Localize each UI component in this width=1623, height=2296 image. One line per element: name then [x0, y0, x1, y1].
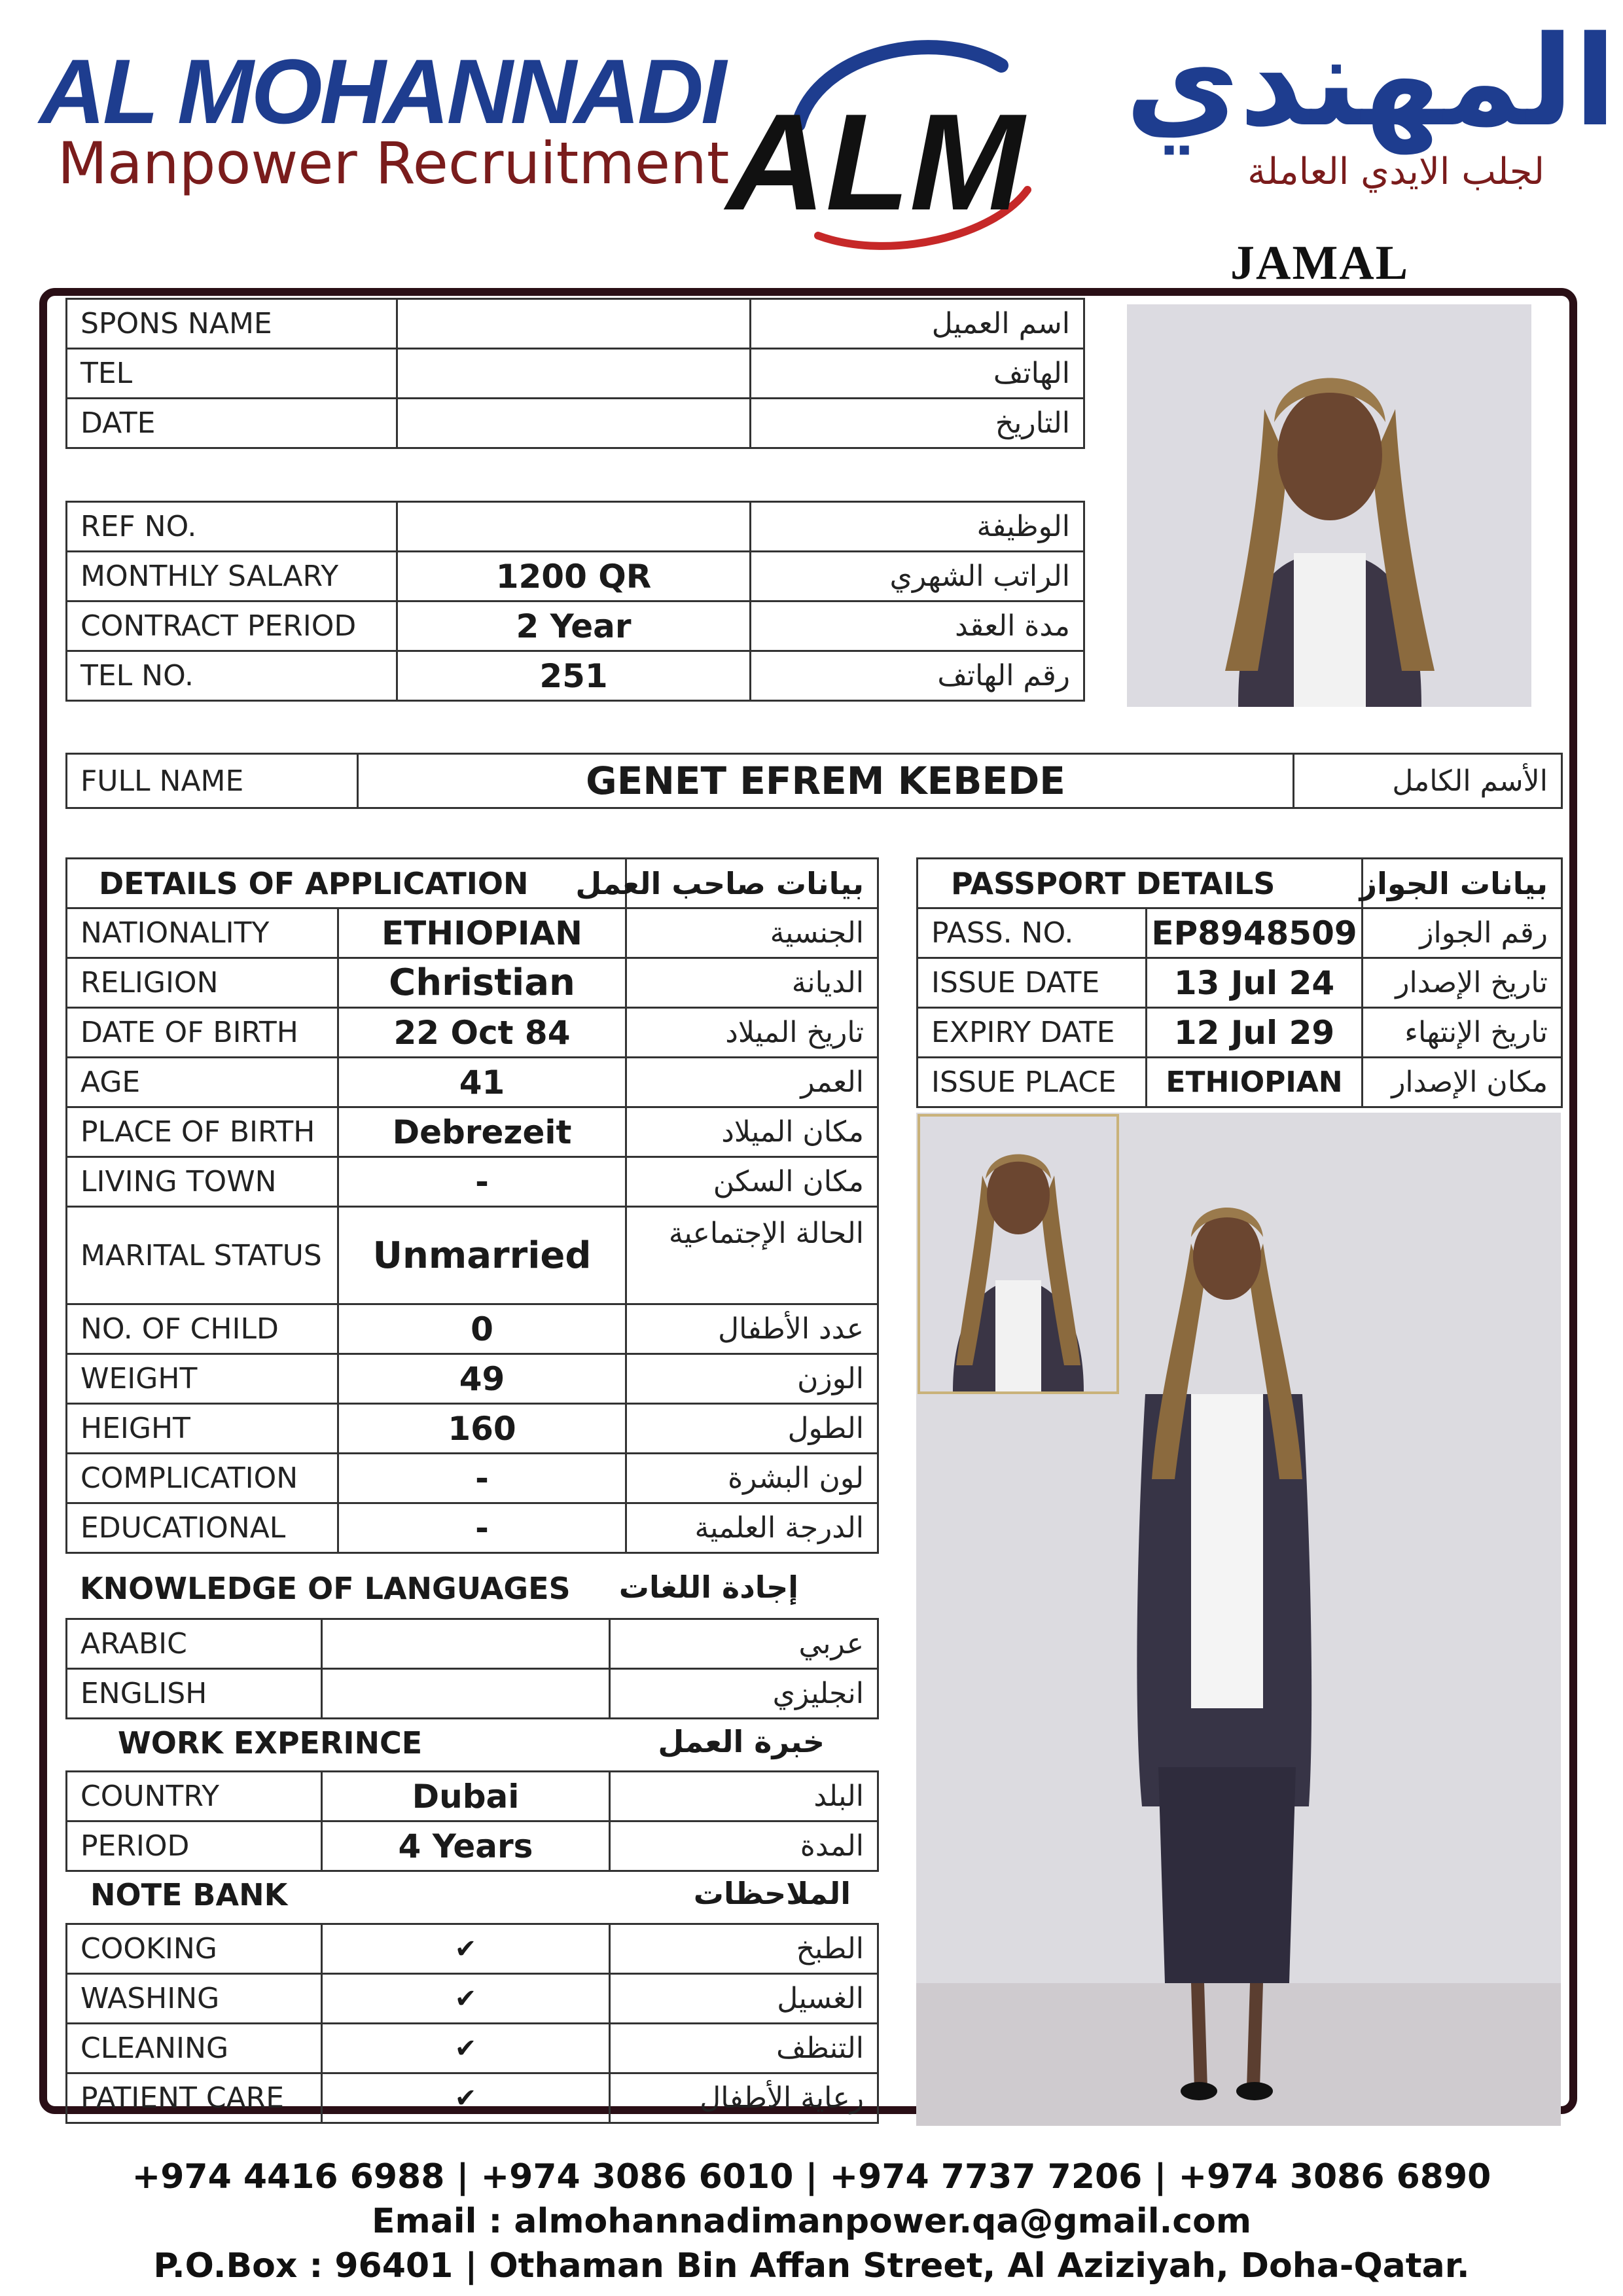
logo-text: ALM	[726, 85, 1024, 239]
table-row	[67, 859, 878, 908]
table-row	[67, 1503, 878, 1553]
nationality-label: NATIONALITY	[67, 908, 338, 958]
educational-label-ar: الدرجة العلمية	[626, 1503, 878, 1553]
arabic-value	[322, 1619, 610, 1669]
passport-no-label: PASS. NO.	[918, 908, 1147, 958]
table-row	[67, 1924, 878, 1974]
passport-title-ar: بيانات الجواز	[1363, 859, 1562, 908]
agent-name: JAMAL	[1230, 236, 1410, 290]
issue-place-value: ETHIOPIAN	[1147, 1058, 1363, 1107]
skills-title: NOTE BANK	[90, 1877, 288, 1912]
table-row	[67, 399, 1084, 448]
job-table	[65, 501, 1085, 702]
marital-status-label: MARITAL STATUS	[67, 1207, 338, 1304]
passport-no-value: EP8948509	[1147, 908, 1363, 958]
issue-date-value: 13 Jul 24	[1147, 958, 1363, 1008]
skills-title-ar: الملاحظات	[693, 1876, 851, 1911]
religion-label: RELIGION	[67, 958, 338, 1008]
ref-no-label: REF NO.	[67, 502, 397, 552]
tel-no-label-ar: رقم الهاتف	[751, 651, 1084, 701]
cleaning-check-icon: ✔	[322, 2024, 610, 2073]
table-row	[67, 349, 1084, 399]
arabic-label-ar: عربي	[610, 1619, 878, 1669]
expiry-date-label-ar: تاريخ الإنتهاء	[1363, 1008, 1562, 1058]
cleaning-label: CLEANING	[67, 2024, 322, 2073]
full-name-value: GENET EFREM KEBEDE	[358, 754, 1294, 808]
weight-label-ar: الوزن	[626, 1354, 878, 1404]
period-value: 4 Years	[322, 1821, 610, 1871]
patient-care-label: PATIENT CARE	[67, 2073, 322, 2123]
table-row	[67, 754, 1562, 808]
english-label-ar: انجليزي	[610, 1669, 878, 1719]
experience-title: WORK EXPERINCE	[118, 1725, 423, 1761]
passport-table	[916, 857, 1563, 1108]
age-label-ar: العمر	[626, 1058, 878, 1107]
table-row	[67, 1974, 878, 2024]
table-row	[67, 1207, 878, 1304]
living-town-value: -	[338, 1157, 626, 1207]
table-row	[67, 908, 878, 958]
educational-value: -	[338, 1503, 626, 1553]
table-row	[918, 1058, 1562, 1107]
table-row	[67, 2073, 878, 2123]
full-name-label-ar: الأسم الكامل	[1294, 754, 1562, 808]
children-label: NO. OF CHILD	[67, 1304, 338, 1354]
weight-label: WEIGHT	[67, 1354, 338, 1404]
passport-no-label-ar: رقم الجواز	[1363, 908, 1562, 958]
marital-status-value: Unmarried	[338, 1207, 626, 1304]
salary-label: MONTHLY SALARY	[67, 552, 397, 601]
sponsor-tel-value	[397, 349, 751, 399]
table-row	[918, 859, 1562, 908]
sponsor-tel-label-ar: الهاتف	[751, 349, 1084, 399]
patient-care-check-icon: ✔	[322, 2073, 610, 2123]
table-row	[67, 1404, 878, 1454]
table-row	[67, 651, 1084, 701]
expiry-date-label: EXPIRY DATE	[918, 1008, 1147, 1058]
skills-table	[65, 1923, 879, 2124]
application-title: DETAILS OF APPLICATION	[67, 859, 626, 908]
footer-email: Email : almohannadimanpower.qa@gmail.com	[371, 2202, 1252, 2241]
footer-address: P.O.Box : 96401 | Othaman Bin Affan Street, Al Aziziyah, Doha-Qatar.	[153, 2246, 1470, 2286]
educational-label: EDUCATIONAL	[67, 1503, 338, 1553]
full-name-table	[65, 753, 1563, 809]
experience-table	[65, 1770, 879, 1872]
brand-subtitle-arabic: لجلب الايدي العاملة	[1247, 151, 1544, 193]
height-value: 160	[338, 1404, 626, 1454]
contract-period-label: CONTRACT PERIOD	[67, 601, 397, 651]
age-value: 41	[338, 1058, 626, 1107]
place-of-birth-value: Debrezeit	[338, 1107, 626, 1157]
living-town-label-ar: مكان السكن	[626, 1157, 878, 1207]
sponsor-date-value	[397, 399, 751, 448]
washing-label-ar: الغسيل	[610, 1974, 878, 2024]
full-name-label: FULL NAME	[67, 754, 358, 808]
contract-period-label-ar: مدة العقد	[751, 601, 1084, 651]
application-table	[65, 857, 879, 1554]
patient-care-label-ar: رعاية الأطفال	[610, 2073, 878, 2123]
brand-subtitle-english: Manpower Recruitment	[58, 130, 730, 197]
country-label-ar: البلد	[610, 1772, 878, 1821]
table-row	[67, 1354, 878, 1404]
children-value: 0	[338, 1304, 626, 1354]
english-value	[322, 1669, 610, 1719]
expiry-date-value: 12 Jul 29	[1147, 1008, 1363, 1058]
height-label-ar: الطول	[626, 1404, 878, 1454]
english-label: ENGLISH	[67, 1669, 322, 1719]
table-row	[67, 1619, 878, 1669]
table-row	[67, 1058, 878, 1107]
height-label: HEIGHT	[67, 1404, 338, 1454]
table-row	[67, 2024, 878, 2073]
period-label: PERIOD	[67, 1821, 322, 1871]
sponsor-name-value	[397, 299, 751, 349]
table-row	[918, 1008, 1562, 1058]
cleaning-label-ar: التنظف	[610, 2024, 878, 2073]
alm-logo-icon	[720, 26, 1060, 255]
ref-no-label-ar: الوظيفة	[751, 502, 1084, 552]
languages-title: KNOWLEDGE OF LANGUAGES	[80, 1571, 571, 1606]
table-row	[67, 958, 878, 1008]
table-row	[67, 299, 1084, 349]
table-row	[67, 1669, 878, 1719]
portrait-photo	[1127, 304, 1531, 707]
table-row	[67, 1157, 878, 1207]
application-title-ar: بيانات صاحب العمل	[626, 859, 878, 908]
sponsor-date-label: DATE	[67, 399, 397, 448]
table-row	[67, 1454, 878, 1503]
age-label: AGE	[67, 1058, 338, 1107]
religion-label-ar: الديانة	[626, 958, 878, 1008]
salary-value: 1200 QR	[397, 552, 751, 601]
arabic-label: ARABIC	[67, 1619, 322, 1669]
nationality-label-ar: الجنسية	[626, 908, 878, 958]
dob-value: 22 Oct 84	[338, 1008, 626, 1058]
salary-label-ar: الراتب الشهري	[751, 552, 1084, 601]
table-row	[67, 1821, 878, 1871]
cooking-label: COOKING	[67, 1924, 322, 1974]
issue-place-label-ar: مكان الإصدار	[1363, 1058, 1562, 1107]
complication-value: -	[338, 1454, 626, 1503]
complication-label: COMPLICATION	[67, 1454, 338, 1503]
ref-no-value	[397, 502, 751, 552]
issue-date-label-ar: تاريخ الإصدار	[1363, 958, 1562, 1008]
country-value: Dubai	[322, 1772, 610, 1821]
table-row	[918, 908, 1562, 958]
nationality-value: ETHIOPIAN	[338, 908, 626, 958]
washing-label: WASHING	[67, 1974, 322, 2024]
sponsor-name-label-ar: اسم العميل	[751, 299, 1084, 349]
children-label-ar: عدد الأطفال	[626, 1304, 878, 1354]
passport-photo-inset	[918, 1114, 1119, 1394]
sponsor-date-label-ar: التاريخ	[751, 399, 1084, 448]
table-row	[67, 1772, 878, 1821]
cooking-label-ar: الطبخ	[610, 1924, 878, 1974]
dob-label: DATE OF BIRTH	[67, 1008, 338, 1058]
marital-status-label-ar: الحالة الإجتماعية	[626, 1207, 878, 1304]
footer-phones: +974 4416 6988 | +974 3086 6010 | +974 7737 7206 | +974 3086 6890	[132, 2157, 1491, 2197]
sponsor-tel-label: TEL	[67, 349, 397, 399]
place-of-birth-label-ar: مكان الميلاد	[626, 1107, 878, 1157]
contract-period-value: 2 Year	[397, 601, 751, 651]
religion-value: Christian	[338, 958, 626, 1008]
period-label-ar: المدة	[610, 1821, 878, 1871]
tel-no-value: 251	[397, 651, 751, 701]
brand-name-arabic: المهندي	[1125, 9, 1616, 154]
languages-table	[65, 1618, 879, 1719]
issue-date-label: ISSUE DATE	[918, 958, 1147, 1008]
sponsor-table	[65, 298, 1085, 449]
dob-label-ar: تاريخ الميلاد	[626, 1008, 878, 1058]
brand-name-english: AL MOHANNADI	[39, 40, 724, 143]
table-row	[67, 502, 1084, 552]
tel-no-label: TEL NO.	[67, 651, 397, 701]
passport-title: PASSPORT DETAILS	[918, 859, 1363, 908]
washing-check-icon: ✔	[322, 1974, 610, 2024]
table-row	[918, 958, 1562, 1008]
cooking-check-icon: ✔	[322, 1924, 610, 1974]
languages-title-ar: إجادة اللغات	[618, 1570, 798, 1605]
living-town-label: LIVING TOWN	[67, 1157, 338, 1207]
table-row	[67, 1008, 878, 1058]
table-row	[67, 1107, 878, 1157]
complication-label-ar: لون البشرة	[626, 1454, 878, 1503]
place-of-birth-label: PLACE OF BIRTH	[67, 1107, 338, 1157]
weight-value: 49	[338, 1354, 626, 1404]
table-row	[67, 552, 1084, 601]
table-row	[67, 1304, 878, 1354]
issue-place-label: ISSUE PLACE	[918, 1058, 1147, 1107]
experience-title-ar: خبرة العمل	[658, 1724, 825, 1759]
sponsor-name-label: SPONS NAME	[67, 299, 397, 349]
table-row	[67, 601, 1084, 651]
country-label: COUNTRY	[67, 1772, 322, 1821]
